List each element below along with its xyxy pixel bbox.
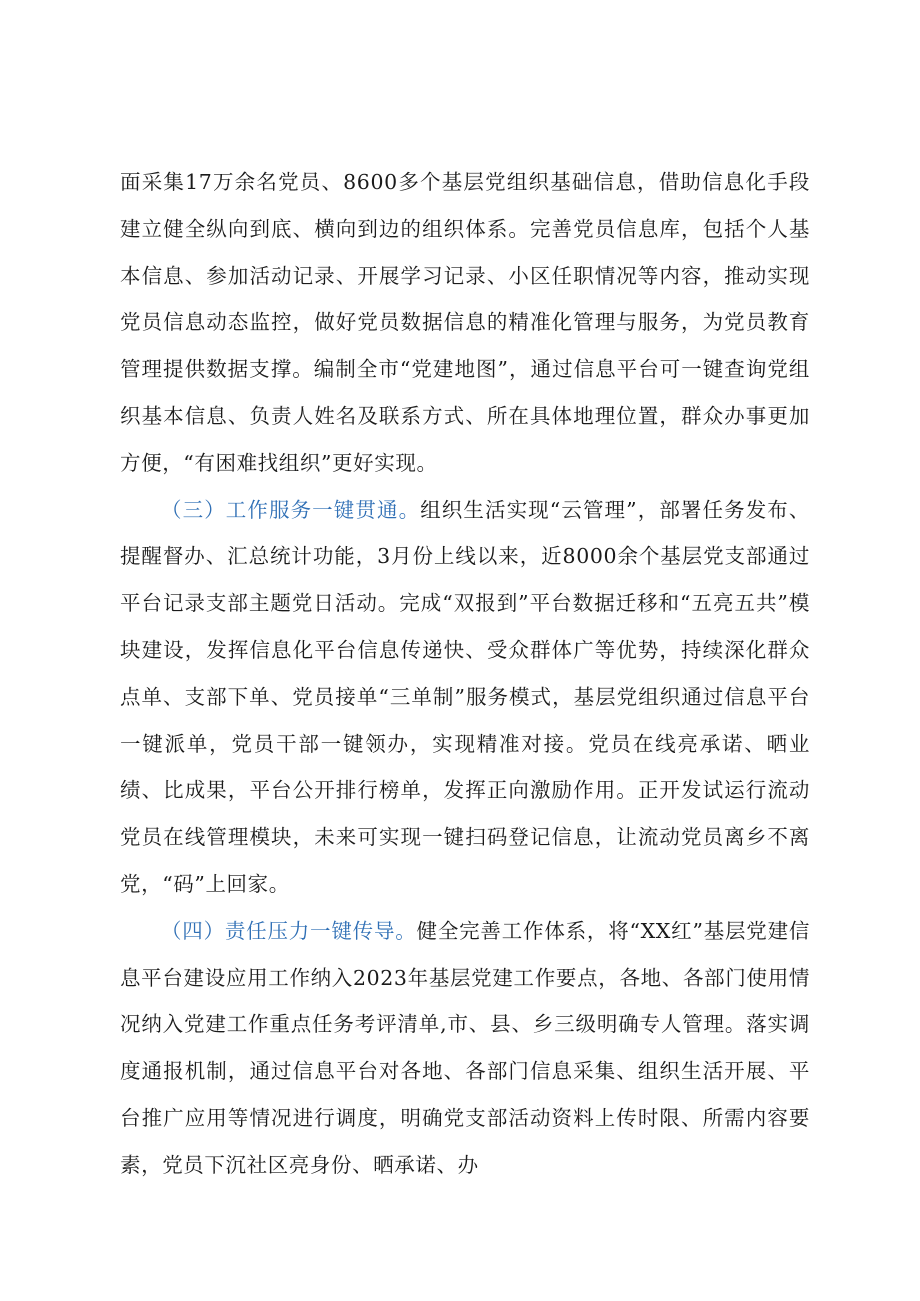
paragraph-work-service [120, 487, 810, 908]
paragraph-text: 面采集17万余名党员、8600多个基层党组织基础信息，借助信息化手段建立健全纵向到底、横向到边的组织体系。完善党员信息库，包括个人基本信息、参加活动记录、开展学习记录、小区任职情况等内容，推动实现党员信息动态监控，做好党员数据信息的精准化管理与服务，为党员教育管理提供数据支撑。编制全市“党建地图”，通过信息平台可一键查询党组织基本信息、负责人姓名及联系方式、所在具体地理位置，群众办事更加方便，“有困难找组织”更好实现。 [120, 170, 810, 475]
paragraph-responsibility [120, 908, 810, 1189]
paragraph-text: 健全完善工作体系，将“XX红”基层党建信息平台建设应用工作纳入2023年基层党建工作要点，各地、各部门使用情况纳入党建工作重点任务考评清单,市、县、乡三级明确专人管理。落实调度通报机制，通过信息平台对各地、各部门信息采集、组织生活开展、平台推广应用等情况进行调度，明确党支部活动资料上传时限、所需内容要素，党员下沉社区亮身份、晒承诺、办 [120, 918, 811, 1177]
section-heading-responsibility: （四）责任压力一键传导。 [161, 918, 417, 943]
document-body [120, 159, 810, 1189]
paragraph-text: 组织生活实现“云管理”，部署任务发布、提醒督办、汇总统计功能，3月份上线以来，近8000余个基层党支部通过平台记录支部主题党日活动。完成“双报到”平台数据迁移和“五亮五共”模块建设，发挥信息化平台信息传递快、受众群体广等优势，持续深化群众点单、支部下单、党员接单“三单制”服务模式，基层党组织通过信息平台一键派单，党员干部一键领办，实现精准对接。党员在线亮承诺、晒业绩、比成果，平台公开排行榜单，发挥正向激励作用。正开发试运行流动党员在线管理模块，未来可实现一键扫码登记信息，让流动党员离乡不离党，“码”上回家。 [120, 497, 811, 896]
section-heading-work-service: （三）工作服务一键贯通。 [161, 497, 421, 522]
paragraph-continuation [120, 159, 810, 487]
